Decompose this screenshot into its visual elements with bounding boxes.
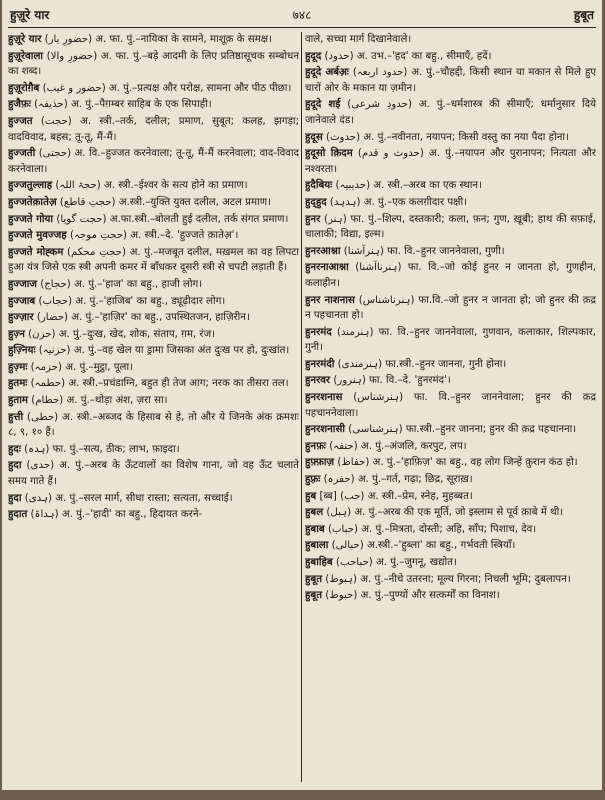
entry-headword: हुनर xyxy=(305,213,321,225)
dictionary-entry xyxy=(305,505,596,521)
entry-headword: हुज़्नियः xyxy=(8,345,36,357)
entry-definition: (ہداۃ) अ. पुं.–'हादी' का बहु., हिदायत करने- xyxy=(30,509,203,521)
dictionary-entry xyxy=(8,360,299,376)
dictionary-entry xyxy=(305,439,596,455)
entry-headword: हुज्जाब xyxy=(8,295,36,307)
header-rule xyxy=(8,27,596,28)
entry-definition: (حطام) अ. पुं.–थोड़ा अंश, ज़रा सा। xyxy=(31,395,168,407)
dictionary-entry xyxy=(305,357,596,373)
entry-headword: हुदैबियः xyxy=(305,180,333,192)
header-first-word: हुज़ूरे यार xyxy=(10,8,50,22)
entry-headword: हुज़ूरे यार xyxy=(8,34,42,45)
dictionary-entry xyxy=(8,310,299,326)
dictionary-entry xyxy=(8,81,299,97)
dictionary-entry xyxy=(305,244,596,260)
entry-headword: हुनरशनास xyxy=(305,392,343,404)
entry-headword: हुबूत xyxy=(305,590,323,602)
entry-headword: हुनरमंदी xyxy=(305,358,335,370)
entry-headword: हुज्जत xyxy=(8,115,33,127)
entry-definition: (حجتِ قاطع) अ.स्त्री.–युक्ति युक्त दलील, अटल प्रमाण। xyxy=(59,196,271,208)
dictionary-entry xyxy=(305,32,596,48)
entry-definition: (حدی) अ. पुं.–अरब के ऊँटवालों का विशेष गाना, जो वह ऊँट चलाते समय गाते हैं। xyxy=(8,460,299,488)
entry-definition: (حفرہ) अ. पुं.–गर्त, गढ़ा; छिद्र, सूराख़। xyxy=(323,474,473,486)
entry-headword: हुदात xyxy=(8,509,28,521)
dictionary-entry xyxy=(8,458,299,489)
entry-headword: हुदा xyxy=(8,492,22,504)
entry-definition: (حدوث و قدم) अ. पुं.–नयापन और पुरानापन; नित्यता और नश्वरता। xyxy=(305,148,596,175)
entry-headword: हुदूद xyxy=(305,50,322,62)
dictionary-entry xyxy=(305,538,596,554)
dictionary-entry xyxy=(8,97,299,113)
entry-headword: हुताम xyxy=(8,395,28,407)
entry-headword: हुबाला xyxy=(305,540,329,552)
entry-definition: (حجاج) अ. पुं.–'हाज' का बहु., हाजी लोग। xyxy=(40,278,203,290)
dictionary-entry xyxy=(8,491,299,507)
dictionary-entry xyxy=(8,32,299,48)
dictionary-entry xyxy=(8,376,299,392)
dictionary-entry xyxy=(305,146,596,177)
left-column xyxy=(8,32,299,784)
dictionary-entry xyxy=(305,49,596,65)
dictionary-entry xyxy=(305,373,596,389)
entry-definition: [ब्ब] (حب) अ. स्त्री.–प्रेम, स्नेह, मुहब्बत। xyxy=(319,490,473,502)
entry-definition: (حبوط) अ. पुं.–पुण्यों और सत्कर्मों का विनाश। xyxy=(325,590,500,602)
entry-headword: हुज़ूरोग़ैब xyxy=(8,82,40,94)
dictionary-entry xyxy=(305,572,596,588)
entry-definition: (ہنرشناسی) फा.स्त्री.–हुनर जानना; हुनर की क़द्र पहचानना। xyxy=(348,424,577,436)
entry-headword: हुदूसो क़िदम xyxy=(305,148,353,160)
entry-definition: (حزمہ) अ. पुं.–मुट्ठा, पूला। xyxy=(30,361,133,373)
entry-definition: (حجت) अ. स्त्री.–तर्क, दलील; प्रमाण, सुबूत; कलह, झगड़ा; वादविवाद, बहस; तू-तू, मैं-मैं। xyxy=(8,115,299,143)
entry-headword: हुनरवर xyxy=(305,375,331,387)
entry-headword: हुज्जाज xyxy=(8,278,37,290)
entry-headword: हुनरआश्ना xyxy=(305,245,341,257)
dictionary-entry xyxy=(8,212,299,228)
dictionary-entry xyxy=(305,130,596,146)
entry-headword: हुत्ती xyxy=(8,411,24,423)
entry-headword: हुबाहिब xyxy=(305,557,333,568)
entry-definition: (حضار) अ. पुं.–'हाज़िर' का बहु., उपस्थितजन, हाज़िरीन। xyxy=(36,312,250,324)
entry-headword: हुनरमंद xyxy=(305,326,332,338)
entry-definition: (ہنرناآشنا) फा. वि.–जो कोई हुनर न जानता हो, गुणहीन, कलाहीन। xyxy=(305,262,596,289)
dictionary-entry xyxy=(305,588,596,604)
entry-definition: (حجاب) अ. पुं.–'हाजिब' का बहु., ड्यूढ़ीदार लोग। xyxy=(38,295,226,307)
entry-headword: हुज्जते मोह्कम xyxy=(8,246,64,258)
entry-definition: (حجۃ اللہ) अ. स्त्री.–ईश्वर के सत्य होने का प्रमाण। xyxy=(55,180,248,192)
entry-definition: (حباب) अ. पुं.–मित्रता, दोस्ती; अहि, साँप; पिशाच, देव। xyxy=(327,523,537,535)
entry-headword: हुफ़्फ़ाज़ xyxy=(305,457,335,469)
entry-headword: हुद्हुद xyxy=(305,196,327,208)
dictionary-entry xyxy=(8,195,299,211)
entry-definition: (حذیفہ) अ. पुं.–पैग़म्बर साहिब के एक सिपाही। xyxy=(34,99,212,111)
entry-definition: (ہبل) अ. पुं.–अरब की एक मूर्ति, जो इस्लाम से पूर्व क़ाबे में थी। xyxy=(326,507,564,519)
entry-definition: (حضورِ والا) अ. फा. पुं.–बड़े आदमी के लिए प्रतिष्ठासूचक सम्बोधन का शब्द। xyxy=(8,50,299,78)
entry-headword: हुदूदे अर्बअ़ः xyxy=(305,67,349,79)
dictionary-entry xyxy=(8,507,299,523)
entry-headword: हुज़ूरेवाला xyxy=(8,50,43,62)
page-header xyxy=(10,4,594,26)
entry-definition: (حدوث) अ. पुं.–नवीनता, नयापन; किसी वस्तु का नया पैदा होना। xyxy=(325,131,569,143)
entry-definition: (حجتی) अ. वि.–हुज्जत करनेवाला; तू-तू, मैं-मैं करनेवाला; वाद-विवाद करनेवाला। xyxy=(8,148,299,175)
dictionary-page xyxy=(2,0,602,790)
entry-definition: (ہنرشناس) फा. वि.–हुनर जाननेवाला; हुनर की क़द्र पहचाननेवाला। xyxy=(305,392,596,419)
dictionary-entry xyxy=(8,245,299,276)
entry-headword: हुदः xyxy=(8,443,21,455)
dictionary-entry xyxy=(305,260,596,291)
entry-definition: (حدودِ شرعی) अ. पुं.–धर्मशास्त्र की सीमाएँ; धर्मानुसार दिये जानेवाले दंड। xyxy=(305,99,596,126)
dictionary-entry xyxy=(305,472,596,488)
entry-headword: हुतमः xyxy=(8,378,28,390)
entry-definition: (حدود اربعہ) अ. पुं.–चौहद्दी, किसी स्थान या मकान से मिले हुए चारों ओर के मकान या ज़मीन। xyxy=(305,67,596,94)
dictionary-entry xyxy=(305,65,596,96)
entry-definition: (ہنرمند) फा. वि.–हुनर जाननेवाला, गुणवान, कलाकार, शिल्पकार, गुनी। xyxy=(305,326,596,354)
dictionary-entry xyxy=(305,422,596,438)
dictionary-entry xyxy=(8,49,299,80)
entry-headword: हुबाब xyxy=(305,523,325,535)
dictionary-entry xyxy=(8,178,299,194)
entry-definition: (ہنرور) फा. वि.–दे. 'हुनरमंद'। xyxy=(333,375,451,387)
dictionary-entry xyxy=(8,393,299,409)
dictionary-entry xyxy=(8,410,299,441)
entry-definition: (ہدی) अ. पुं.–सरल मार्ग, सीधा रास्ता; सत्यता, सच्चाई। xyxy=(24,492,233,504)
entry-headword: हुजैफ़ः xyxy=(8,99,31,111)
entry-definition: (حطی) अ. स्त्री.–अब्जद के हिसाब से हे, तो और ये जिनके अंक क्रमशः ८, ९, १० हैं। xyxy=(8,411,299,439)
entry-definition: (ہدہد) अ. पुं.–एक कलग़ीदार पक्षी। xyxy=(329,196,467,208)
entry-headword: हुफ़्रः xyxy=(305,474,321,486)
entry-definition: (ہنرمندی) फा.स्त्री.–हुनर जानना, गुनी होना। xyxy=(337,358,507,370)
entry-definition: (حفاظ) अ. पुं.–'हाफ़िज़' का बहु., वह लोग जिन्हें क़ुरान कंठ हो। xyxy=(337,457,578,469)
entry-definition: (حضور و غیب) अ. पुं.–प्रत्यक्ष और परोक्ष, सामना और पीठ पीछा। xyxy=(42,82,292,94)
dictionary-entry xyxy=(305,522,596,538)
dictionary-entry xyxy=(305,293,596,324)
entry-definition: (حدود) अ. उभ.–'हद' का बहु., सीमाएँ, हदें। xyxy=(324,50,492,62)
entry-definition: (حباحب) अ. पुं.–जुगनू, खद्योत। xyxy=(335,557,457,568)
dictionary-entry xyxy=(8,277,299,293)
entry-definition: (حطمہ) अ. स्त्री.–प्रचंडाग्नि, बहुत ही तेज आग; नरक का तीसरा तल। xyxy=(30,378,289,390)
entry-definition: (حجتِ موجہ) अ. स्त्री.–दे. 'हुज्जते क़ातेअ़'। xyxy=(69,230,239,242)
entry-definition: (حضورِ یار) अ. फा. पुं.–नायिका के सामने, माशूक़ के समक्ष। xyxy=(44,34,272,45)
dictionary-entry xyxy=(8,327,299,343)
entry-headword: हुनरशनासी xyxy=(305,424,345,436)
right-column xyxy=(305,32,596,784)
dictionary-entry xyxy=(305,489,596,505)
entry-headword: हुज्जते मुवज्जह xyxy=(8,230,67,242)
entry-headword: हुदूदे शर्ई xyxy=(305,99,341,111)
entry-definition: (حنفہ) अ. पुं.–अंजलि, करपुट, लप। xyxy=(329,440,467,452)
entry-definition: (ہنرآشنا) फा. वि.–हुनर जाननेवाला, गुणी। xyxy=(343,245,505,257)
dictionary-entry xyxy=(8,146,299,177)
entry-headword: हुनर नाशनास xyxy=(305,294,355,306)
entry-definition: (ہنرناشناس) फा.वि.–जो हुनर न जानता हो; जो हुनर की क़द्र न पहचानता हो। xyxy=(305,294,596,322)
entry-definition: (حجت گویا) अ.फा.स्त्री.–बोलती हुई दलील, तर्क संगत प्रमाण। xyxy=(56,213,289,225)
entry-definition: (حزنیہ) अ. पुं.–वह खेल या ड्रामा जिसका अंत दुःख पर हो, दुःखांत। xyxy=(38,345,290,357)
dictionary-entry xyxy=(8,442,299,458)
dictionary-entry xyxy=(8,294,299,310)
entry-definition: (حجتِ محکم) अ. पुं.–मजबूत दलील, मख़मल का वह लिपटा हुआ यंत्र जिसे एक स्त्री अपनी कमर में बाँधकर दूसरी स्त्री से चपटी लड़ाती हैं। xyxy=(8,246,299,274)
entry-definition: (ہبوط) अ. पुं.–नीचे उतरना; मूल्य गिरना; निचली भूमि; दुबलापन। xyxy=(325,573,571,585)
entry-headword: हुबल xyxy=(305,507,324,519)
dictionary-entry xyxy=(305,195,596,211)
dictionary-entry xyxy=(305,455,596,471)
entry-headword: हुदा xyxy=(8,460,22,472)
entry-headword: हुज्जती xyxy=(8,148,36,160)
entry-headword: हुबूत xyxy=(305,573,323,585)
entry-headword: हुनफ़ः xyxy=(305,440,326,452)
entry-definition: (ہنر) फा. पुं.–शिल्प, दस्तकारी; कला, फ़न; गुण, ख़ूबी; हाथ की सफ़ाई, चालाकी; विद्या, इल्म। xyxy=(305,213,596,241)
dictionary-entry xyxy=(8,228,299,244)
entry-headword: हुदूस xyxy=(305,131,323,143)
entry-definition: (حدیبیہ) अ. स्त्री.–अरब का एक स्थान। xyxy=(335,180,482,192)
dictionary-entry xyxy=(8,114,299,145)
dictionary-entry xyxy=(305,390,596,421)
entry-definition: (ہدہ) फा. पुं.–सत्य, ठीक; लाभ, फ़ाइदा। xyxy=(24,443,180,455)
page-number: ७४८ xyxy=(292,8,312,22)
entry-headword: हुनरनाआश्ना xyxy=(305,262,349,274)
entry-headword: हुज़्मः xyxy=(8,361,28,373)
entry-headword: हुज्जतेक़ातेअ़ xyxy=(8,196,57,208)
dictionary-entry xyxy=(8,343,299,359)
entry-headword: हुज्जतुल्लाह xyxy=(8,180,53,192)
dictionary-entry xyxy=(305,555,596,571)
dictionary-entry xyxy=(305,325,596,356)
header-last-word: हुबूत xyxy=(573,8,594,22)
entry-definition: वाले, सच्चा मार्ग दिखानेवाले। xyxy=(305,34,412,45)
entry-definition: (حبالی) अ.स्त्री.–'हुब्ला' का बहु., गर्भवती स्त्रियाँ। xyxy=(331,540,516,552)
entry-headword: हुज्जते गोया xyxy=(8,213,54,225)
dictionary-entry xyxy=(305,178,596,194)
dictionary-entry xyxy=(305,97,596,128)
column-divider xyxy=(301,32,302,782)
entry-headword: हुब xyxy=(305,490,317,502)
dictionary-entry xyxy=(305,212,596,243)
entry-headword: हुज़्न xyxy=(8,328,25,340)
entry-definition: (حزن) अ. पुं.–दुःख, खेद, शोक, संताप, ग़म, रंज। xyxy=(28,328,215,340)
entry-headword: हुज्ज़ार xyxy=(8,312,34,324)
